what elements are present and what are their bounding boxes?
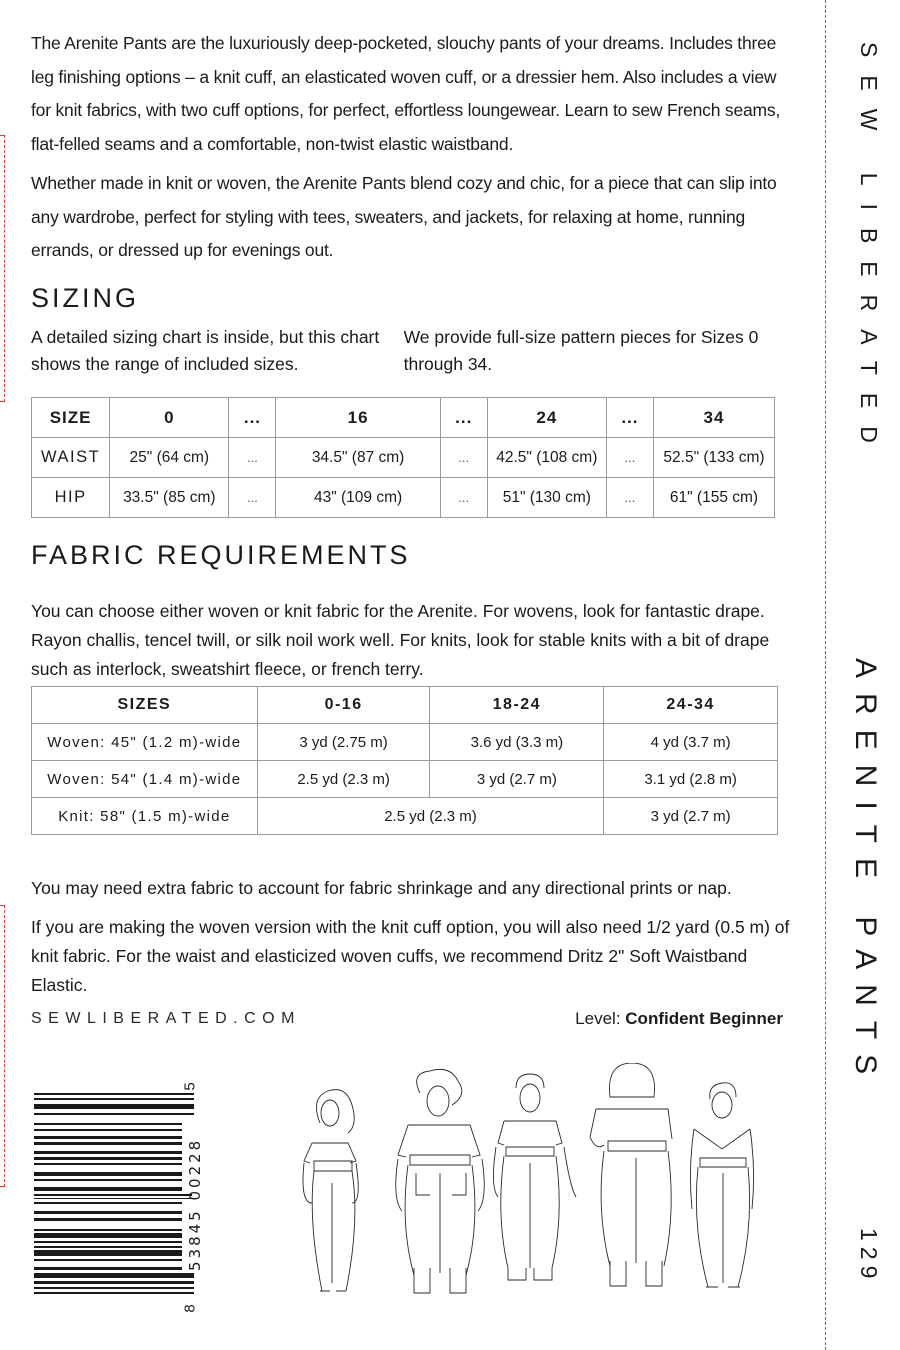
spine-brand: SEW LIBERATED bbox=[856, 42, 882, 461]
table-cell: ... bbox=[229, 438, 276, 478]
table-cell: ... bbox=[606, 438, 653, 478]
fabric-header-24-34: 24-34 bbox=[604, 687, 778, 724]
sizing-note-right: We provide full-size pattern pieces for Sizes 0 through 34. bbox=[403, 327, 759, 374]
fabric-header-sizes: SIZES bbox=[32, 687, 258, 724]
size-header-24: 24 bbox=[487, 398, 606, 438]
table-cell: 3 yd (2.75 m) bbox=[257, 724, 430, 761]
fabric-header-0-16: 0-16 bbox=[257, 687, 430, 724]
fabric-intro: You can choose either woven or knit fabric for the Arenite. For wovens, look for fantastic drape. Rayon challis, tencel twill, or silk noil work well. For knits, look for stable knits with a bit of drape such as interlock, sweatshirt fleece, or french terry. bbox=[31, 600, 770, 679]
barcode-digits: 53845 00228 bbox=[186, 1137, 204, 1271]
table-row bbox=[32, 724, 778, 761]
row-label-hip: HIP bbox=[32, 478, 110, 518]
row-label-waist: WAIST bbox=[32, 438, 110, 478]
barcode bbox=[34, 1083, 204, 1323]
barcode-digit-last: 5 bbox=[181, 1082, 199, 1091]
figure-2 bbox=[396, 1069, 485, 1293]
table-cell: 25" (64 cm) bbox=[110, 438, 229, 478]
size-header-0: 0 bbox=[110, 398, 229, 438]
cut-line-right bbox=[825, 0, 826, 1350]
table-cell: ... bbox=[606, 478, 653, 518]
table-cell: 61" (155 cm) bbox=[653, 478, 774, 518]
level-value: Confident Beginner bbox=[625, 1009, 783, 1028]
extra-fabric-note: You may need extra fabric to account for fabric shrinkage and any directional prints or nap. bbox=[31, 877, 732, 898]
website-link[interactable]: SEWLIBERATED.COM bbox=[31, 1010, 301, 1027]
table-cell: 34.5" (87 cm) bbox=[276, 438, 440, 478]
size-header-ellipsis: ... bbox=[440, 398, 487, 438]
table-row bbox=[32, 478, 775, 518]
size-header-ellipsis: ... bbox=[229, 398, 276, 438]
figure-4 bbox=[590, 1063, 672, 1286]
size-header-34: 34 bbox=[653, 398, 774, 438]
fabric-table bbox=[31, 686, 778, 835]
fabric-requirements-heading: FABRIC REQUIREMENTS bbox=[31, 540, 411, 570]
figure-3 bbox=[493, 1074, 576, 1280]
table-row bbox=[32, 438, 775, 478]
table-cell: 3.6 yd (3.3 m) bbox=[430, 724, 604, 761]
barcode-bars bbox=[34, 1083, 194, 1298]
sizing-note-left: A detailed sizing chart is inside, but this chart shows the range of included sizes. bbox=[31, 327, 380, 374]
fabric-header-18-24: 18-24 bbox=[430, 687, 604, 724]
table-cell: 43" (109 cm) bbox=[276, 478, 440, 518]
table-cell: 42.5" (108 cm) bbox=[487, 438, 606, 478]
size-header-16: 16 bbox=[276, 398, 440, 438]
figures-line-art bbox=[290, 1063, 800, 1328]
skill-level bbox=[575, 1009, 783, 1029]
figure-illustrations bbox=[290, 1063, 800, 1328]
size-header-ellipsis: ... bbox=[606, 398, 653, 438]
table-cell: 3 yd (2.7 m) bbox=[430, 761, 604, 798]
figure-1 bbox=[303, 1090, 358, 1291]
table-cell: 52.5" (133 cm) bbox=[653, 438, 774, 478]
size-header-label: SIZE bbox=[32, 398, 110, 438]
fabric-table-header bbox=[32, 687, 778, 724]
row-label-woven-54: Woven: 54" (1.4 m)-wide bbox=[32, 761, 258, 798]
cut-bracket-bottom bbox=[0, 905, 5, 1187]
table-row bbox=[32, 761, 778, 798]
level-label: Level: bbox=[575, 1009, 621, 1028]
table-row bbox=[32, 798, 778, 835]
row-label-woven-45: Woven: 45" (1.2 m)-wide bbox=[32, 724, 258, 761]
size-table bbox=[31, 397, 775, 518]
spine-title: ARENITE PANTS bbox=[849, 658, 882, 1090]
table-cell: 2.5 yd (2.3 m) bbox=[257, 798, 604, 835]
table-cell: ... bbox=[440, 438, 487, 478]
figure-5 bbox=[690, 1083, 753, 1287]
sizing-notes bbox=[31, 324, 791, 378]
cut-bracket-top bbox=[0, 135, 5, 402]
barcode-digit-first: 8 bbox=[181, 1304, 199, 1313]
table-cell: 3.1 yd (2.8 m) bbox=[604, 761, 778, 798]
table-cell: 33.5" (85 cm) bbox=[110, 478, 229, 518]
table-cell: ... bbox=[440, 478, 487, 518]
sizing-heading: SIZING bbox=[31, 283, 140, 313]
knit-cuff-note: If you are making the woven version with the knit cuff option, you will also need 1/2 yard (0.5 m) of knit fabric. For the waist and elasticized woven cuffs, we recommend Dritz 2" Soft Waistband Elastic. bbox=[31, 916, 790, 995]
table-cell: 2.5 yd (2.3 m) bbox=[257, 761, 430, 798]
row-label-knit-58: Knit: 58" (1.5 m)-wide bbox=[32, 798, 258, 835]
table-cell: 4 yd (3.7 m) bbox=[604, 724, 778, 761]
table-cell: 3 yd (2.7 m) bbox=[604, 798, 778, 835]
spine-pattern-number: 129 bbox=[856, 1228, 882, 1285]
intro-paragraph-1: The Arenite Pants are the luxuriously deep-pocketed, slouchy pants of your dreams. Includes three leg finishing options – a knit cuff, an elasticated woven cuff, or a dressier hem. Also includes a view for knit fabrics, with two cuff options, for perfect, effortless loungewear. Learn to sew French seams, flat-felled seams and a comfortable, non-twist elastic waistband. bbox=[31, 33, 781, 154]
table-cell: ... bbox=[229, 478, 276, 518]
intro-paragraph-2: Whether made in knit or woven, the Arenite Pants blend cozy and chic, for a piece that can slip into any wardrobe, perfect for styling with tees, sweaters, and jackets, for relaxing at home, running errands, or dressed up for evenings out. bbox=[31, 173, 777, 260]
table-cell: 51" (130 cm) bbox=[487, 478, 606, 518]
size-table-header bbox=[32, 398, 775, 438]
